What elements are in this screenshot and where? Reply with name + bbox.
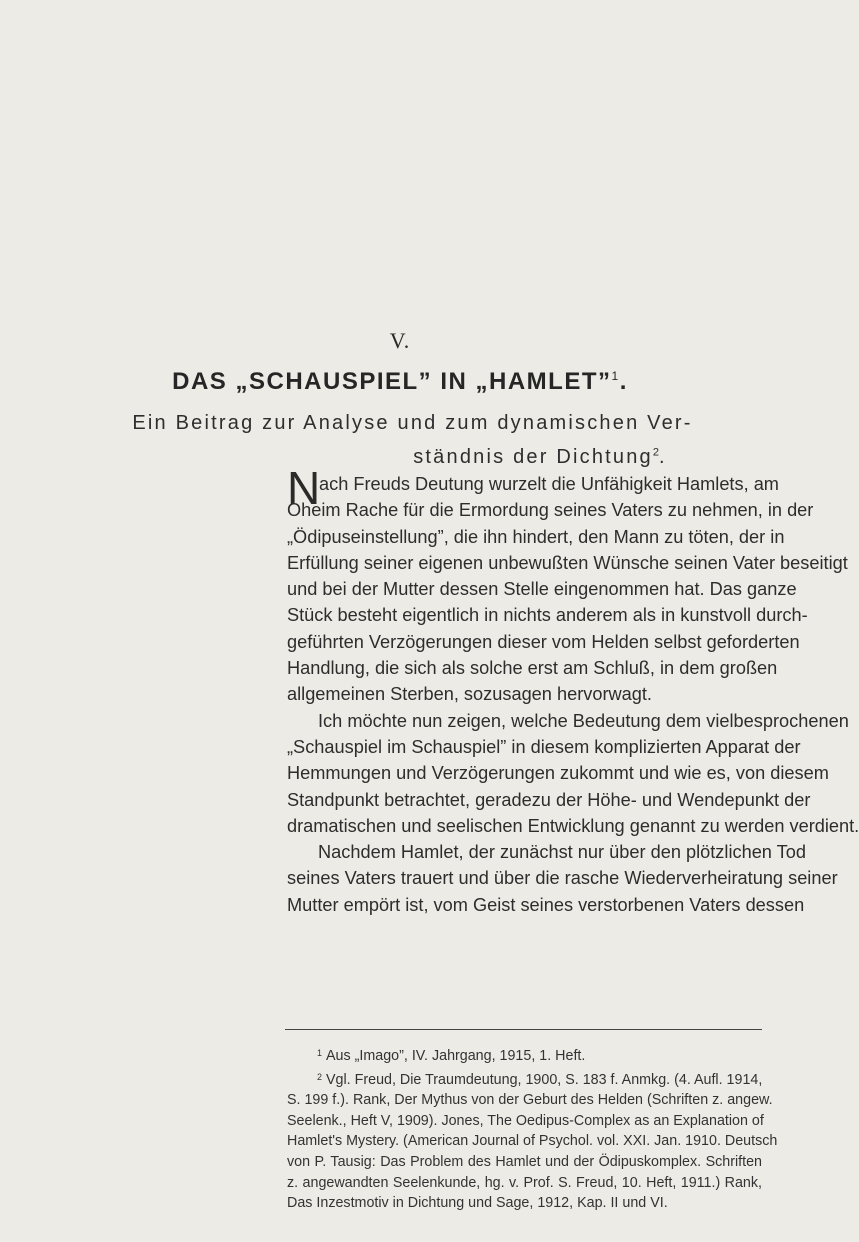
body-line: „Schauspiel im Schauspiel” in diesem komplizierten Apparat der xyxy=(287,736,801,757)
chapter-title: DAS „SCHAUSPIEL” IN „HAMLET”$^1$. xyxy=(172,368,628,395)
subtitle-line-2 xyxy=(413,446,667,468)
footnote-2-line: von P. Tausig: Das Problem des Hamlet und der Ödipuskomplex. Schriften xyxy=(287,1153,762,1170)
body-line: Hemmungen und Verzögerungen zukommt und wie es, von diesem xyxy=(287,763,829,784)
body-line: und bei der Mutter dessen Stelle eingenommen hat. Das ganze xyxy=(287,579,797,600)
body-line: Ich möchte nun zeigen, welche Bedeutung dem vielbesprochenen xyxy=(318,710,849,731)
body-line: Standpunkt betrachtet, geradezu der Höhe- und Wendepunkt der xyxy=(287,789,811,810)
drop-cap: N xyxy=(287,462,321,514)
footnote-2-text: Vgl. Freud, Die Traumdeutung, 1900, S. 183 f. Anmkg. (4. Aufl. 1914, xyxy=(326,1071,763,1088)
footnote-2-line: Hamlet's Mystery. (American Journal of Psychol. vol. XXI. Jan. 1910. Deutsch xyxy=(287,1133,778,1150)
body-line: ach Freuds Deutung wurzelt die Unfähigkeit Hamlets, am xyxy=(319,474,779,494)
body-line: Stück besteht eigentlich in nichts anderem als in kunstvoll durch- xyxy=(287,605,808,626)
body-line: Erfüllung seiner eigenen unbewußten Wünsche seinen Vater beseitigt xyxy=(287,552,848,573)
body-line: geführten Verzögerungen dieser vom Helden selbst geforderten xyxy=(287,631,800,652)
footnote-1 xyxy=(287,1043,762,1067)
chapter-subtitle xyxy=(132,409,795,472)
body-text xyxy=(287,471,859,918)
body-line: Oheim Rache für die Ermordung seines Vaters zu nehmen, in der xyxy=(287,500,814,521)
footnote-2-line: Seelenk., Heft V, 1909). Jones, The Oedipus-Complex as an Explanation of xyxy=(287,1112,764,1129)
footnote-2-line: Das Inzestmotiv in Dichtung und Sage, 1912, Kap. II und VI. xyxy=(287,1195,668,1212)
body-line: „Ödipuseinstellung”, die ihn hindert, den Mann zu töten, der in xyxy=(287,526,785,547)
footnotes xyxy=(287,1043,778,1214)
subtitle-line-2-text: ständnis der Dichtung xyxy=(413,445,653,468)
subtitle-footnote-ref: 2 xyxy=(652,446,659,458)
body-line: Mutter empört ist, vom Geist seines verstorbenen Vaters dessen xyxy=(287,894,805,915)
chapter-number: V. xyxy=(389,328,411,353)
body-line: dramatischen und seelischen Entwicklung genannt zu werden verdient. xyxy=(287,815,859,836)
footnote-2-line: S. 199 f.). Rank, Der Mythus von der Geburt des Helden (Schriften z. angew. xyxy=(287,1092,773,1109)
footnote-separator xyxy=(285,1029,762,1030)
body-line: Handlung, die sich als solche erst am Schluß, in dem großen xyxy=(287,658,778,679)
footnote-1-text: Aus „Imago”, IV. Jahrgang, 1915, 1. Heft. xyxy=(326,1048,586,1064)
subtitle-line-2-end: . xyxy=(659,445,667,468)
footnote-2-mark: 2 xyxy=(317,1071,323,1082)
footnote-2 xyxy=(287,1067,762,1091)
subtitle-line-1: Ein Beitrag zur Analyse und zum dynamischen Ver- xyxy=(132,412,693,434)
footnote-2-line: z. angewandten Seelenkunde, hg. v. Prof. S. Freud, 10. Heft, 1911.) Rank, xyxy=(287,1174,762,1191)
body-line: seines Vaters trauert und über die rasche Wiederverheiratung seiner xyxy=(287,868,838,889)
footnote-1-mark: 1 xyxy=(317,1048,323,1058)
body-line: Nachdem Hamlet, der zunächst nur über den plötzlichen Tod xyxy=(318,842,806,863)
title-text: DAS „SCHAUSPIEL” IN „HAMLET” xyxy=(172,368,612,395)
title-footnote-ref: 1 xyxy=(611,369,620,383)
body-line: allgemeinen Sterben, sozusagen hervorwagt. xyxy=(287,684,652,705)
